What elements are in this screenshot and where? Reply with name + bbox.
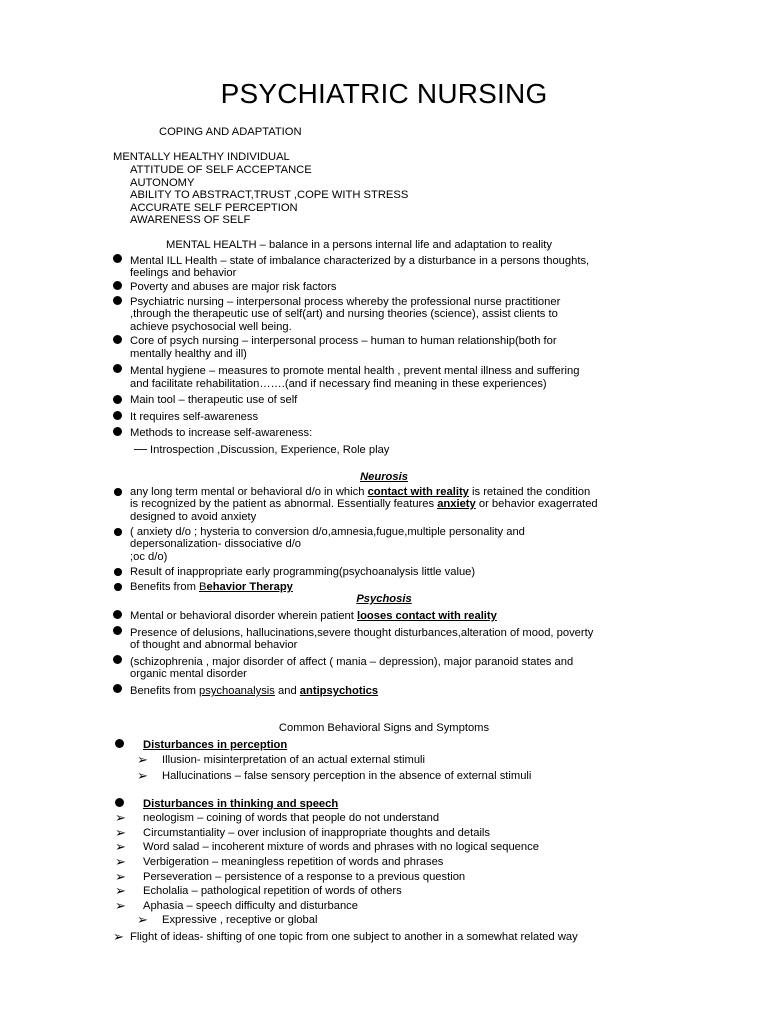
list-item-cont: feelings and behavior	[130, 267, 237, 279]
list-item: Mental hygiene – measures to promote mental health , prevent mental illness and suffering	[130, 365, 580, 377]
list-item: Result of inappropriate early programming(psychoanalysis little value)	[130, 566, 476, 578]
list-item: Benefits from Behavior Therapy	[130, 581, 293, 593]
list-item: Hallucinations – false sensory perception in the absence of external stimuli	[162, 770, 532, 782]
list-item: neologism – coining of words that people do not understand	[143, 812, 440, 824]
neurosis-heading: Neurosis	[360, 471, 408, 483]
list-item: Core of psych nursing – interpersonal process – human to human relationship(both for	[130, 335, 557, 347]
bullet-icon	[113, 684, 122, 693]
arrow-bullet-icon: ➢	[137, 768, 148, 783]
psychosis-heading: Psychosis	[356, 593, 412, 605]
arrow-bullet-icon: ➢	[115, 839, 126, 854]
page-title: PSYCHIATRIC NURSING	[220, 78, 548, 109]
healthy-item: ACCURATE SELF PERCEPTION	[130, 202, 298, 214]
list-item: Methods to increase self-awareness:	[130, 427, 313, 439]
bullet-icon	[113, 335, 122, 344]
arrow-bullet-icon: ➢	[137, 912, 148, 927]
list-item: Mental or behavioral disorder wherein patient looses contact with reality	[130, 610, 497, 622]
perception-heading: Disturbances in perception	[143, 739, 288, 751]
arrow-bullet-icon: ➢	[115, 810, 126, 825]
list-item: Aphasia – speech difficulty and disturbance	[143, 900, 358, 912]
list-item: any long term mental or behavioral d/o in which contact with reality is retained the condition	[130, 486, 591, 498]
list-item-cont: ,through the therapeutic use of self(art) and nursing theories (science), assist clients to	[130, 308, 558, 320]
dash-icon: —	[134, 441, 147, 456]
bullet-icon	[115, 798, 124, 807]
list-item: Benefits from psychoanalysis and antipsychotics	[130, 685, 379, 697]
list-item-cont: and facilitate rehabilitation…….(and if necessary find meaning in these experiences)	[130, 378, 547, 390]
bullet-icon	[113, 411, 122, 420]
emphasis: antipsychotics	[299, 685, 379, 697]
list-item-cont: of thought and abnormal behavior	[130, 639, 298, 651]
healthy-heading: MENTALLY HEALTHY INDIVIDUAL	[113, 151, 290, 163]
emphasis: ehavior Therapy	[206, 581, 293, 593]
bullet-icon	[113, 296, 122, 305]
list-item-cont: ;oc d/o)	[130, 551, 168, 563]
healthy-item: AWARENESS OF SELF	[130, 214, 251, 226]
list-item: Word salad – incoherent mixture of words and phrases with no logical sequence	[143, 841, 539, 853]
list-item: Verbigeration – meaningless repetition of words and phrases	[143, 856, 444, 868]
subtitle: COPING AND ADAPTATION	[159, 126, 302, 138]
healthy-item: ATTITUDE OF SELF ACCEPTANCE	[130, 164, 312, 176]
list-item: (schizophrenia , major disorder of affect ( mania – depression), major paranoid states and	[130, 656, 574, 668]
list-item: Illusion- misinterpretation of an actual external stimuli	[162, 754, 426, 766]
list-item: Poverty and abuses are major risk factors	[130, 281, 337, 293]
bullet-icon	[113, 395, 122, 404]
bullet-icon	[113, 364, 122, 373]
list-item: Mental ILL Health – state of imbalance characterized by a disturbance in a persons thoughts,	[130, 255, 590, 267]
emphasis: contact with reality	[367, 486, 469, 498]
bullet-icon	[113, 626, 122, 635]
thinking-heading: Disturbances in thinking and speech	[143, 798, 339, 810]
list-item: Echolalia – pathological repetition of words of others	[143, 885, 402, 897]
emphasis: anxiety	[437, 498, 476, 510]
methods-sub-item: Introspection ,Discussion, Experience, Role play	[150, 444, 390, 456]
arrow-bullet-icon: ➢	[115, 898, 126, 913]
list-item-cont: depersonalization- dissociative d/o	[130, 538, 302, 550]
list-item-cont: organic mental disorder	[130, 668, 247, 680]
arrow-bullet-icon: ➢	[137, 752, 148, 767]
signs-heading: Common Behavioral Signs and Symptoms	[278, 722, 490, 734]
list-item: Presence of delusions, hallucinations,severe thought disturbances,alteration of mood, poverty	[130, 627, 594, 639]
bullet-icon	[113, 254, 122, 263]
bullet-icon	[114, 488, 122, 496]
mental-health-definition: MENTAL HEALTH – balance in a persons internal life and adaptation to reality	[166, 239, 552, 251]
list-item-cont: is recognized by the patient as abnormal. Essentially features anxiety or behavior exagerrated	[130, 498, 598, 510]
healthy-item: ABILITY TO ABSTRACT,TRUST ,COPE WITH STRESS	[130, 189, 409, 201]
bullet-icon	[114, 528, 122, 536]
bullet-icon	[113, 610, 122, 619]
bullet-icon	[114, 583, 122, 591]
aphasia-sub-item: Expressive , receptive or global	[162, 914, 318, 926]
list-item: Flight of ideas- shifting of one topic from one subject to another in a somewhat related way	[130, 931, 578, 943]
arrow-bullet-icon: ➢	[115, 854, 126, 869]
arrow-bullet-icon: ➢	[115, 869, 126, 884]
list-item: It requires self-awareness	[130, 411, 259, 423]
list-item-cont: designed to avoid anxiety	[130, 511, 257, 523]
emphasis: looses contact with reality	[356, 610, 497, 622]
list-item: Main tool – therapeutic use of self	[130, 394, 298, 406]
arrow-bullet-icon: ➢	[115, 883, 126, 898]
list-item: Psychiatric nursing – interpersonal process whereby the professional nurse practitioner	[130, 296, 561, 308]
bullet-icon	[113, 427, 122, 436]
bullet-icon	[113, 281, 122, 290]
list-item-cont: achieve psychosocial well being.	[130, 321, 292, 333]
bullet-icon	[113, 655, 122, 664]
bullet-icon	[114, 568, 122, 576]
list-item: Circumstantiality – over inclusion of inappropriate thoughts and details	[143, 827, 491, 839]
list-item: ( anxiety d/o ; hysteria to conversion d/o,amnesia,fugue,multiple personality and	[130, 526, 525, 538]
healthy-item: AUTONOMY	[130, 177, 195, 189]
list-item: Perseveration – persistence of a response to a previous question	[143, 871, 466, 883]
bullet-icon	[115, 739, 124, 748]
arrow-bullet-icon: ➢	[115, 825, 126, 840]
list-item-cont: mentally healthy and ill)	[130, 348, 247, 360]
arrow-bullet-icon: ➢	[113, 929, 124, 944]
